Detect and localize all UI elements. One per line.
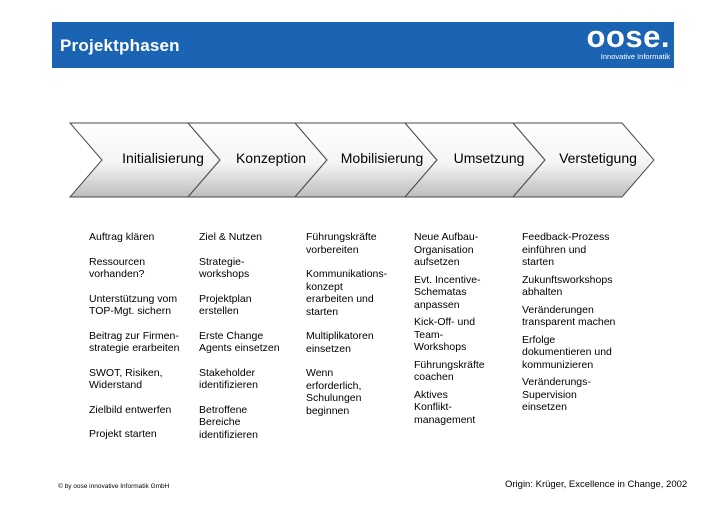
column-initialisierung bbox=[89, 231, 179, 453]
task-item: Projektplan erstellen bbox=[199, 292, 252, 317]
task-item: Betroffene Bereiche identifizieren bbox=[199, 403, 258, 441]
phase-label-umsetzung: Umsetzung bbox=[453, 150, 525, 166]
task-item: Erfolge dokumentieren und kommunizieren bbox=[522, 333, 612, 371]
task-item: Führungskräfte vorbereiten bbox=[306, 231, 377, 256]
task-item: Aktives Konflikt- management bbox=[414, 388, 476, 426]
task-item: Neue Aufbau- Organisation aufsetzen bbox=[414, 231, 479, 268]
source-citation: Origin: Krüger, Excellence in Change, 2002 bbox=[505, 479, 688, 490]
brand-tagline: Innovative Informatik bbox=[600, 52, 670, 61]
task-item: Stakeholder identifizieren bbox=[199, 366, 258, 391]
task-item: Veränderungen transparent machen bbox=[522, 303, 616, 328]
task-item: Führungskräfte coachen bbox=[414, 358, 485, 383]
task-item: Multiplikatoren einsetzen bbox=[306, 330, 374, 355]
task-item: Beitrag zur Firmen- strategie erarbeiten bbox=[89, 329, 180, 354]
task-item: Feedback-Prozess einführen und starten bbox=[522, 231, 610, 268]
task-item: SWOT, Risiken, Widerstand bbox=[89, 366, 163, 391]
phase-label-konzeption: Konzeption bbox=[235, 150, 307, 166]
column-mobilisierung bbox=[306, 231, 387, 429]
page-title: Projektphasen bbox=[60, 36, 180, 55]
task-item: Veränderungs- Supervision einsetzen bbox=[522, 376, 591, 413]
column-verstetigung bbox=[522, 231, 615, 419]
phase-label-verstetigung: Verstetigung bbox=[559, 150, 637, 166]
phase-label-mobilisierung: Mobilisierung bbox=[340, 150, 424, 166]
task-item: Ziel & Nutzen bbox=[199, 231, 263, 243]
task-item: Zielbild entwerfen bbox=[89, 403, 172, 416]
task-item: Strategie- workshops bbox=[199, 255, 250, 280]
task-item: Ressourcen vorhanden? bbox=[89, 255, 146, 280]
task-item: Kick-Off- und Team- Workshops bbox=[414, 316, 476, 353]
phase-label-initialisierung: Initialisierung bbox=[122, 150, 204, 166]
column-konzeption bbox=[199, 231, 280, 453]
task-item: Erste Change Agents einsetzen bbox=[199, 329, 280, 354]
brand-name: oose. bbox=[586, 19, 670, 54]
task-item: Kommunikations- konzept erarbeiten und starten bbox=[306, 268, 388, 318]
task-item: Auftrag klären bbox=[89, 231, 155, 243]
column-umsetzung bbox=[414, 231, 485, 431]
task-item: Evt. Incentive- Schematas anpassen bbox=[414, 273, 481, 311]
task-item: Wenn erforderlich, Schulungen beginnen bbox=[306, 367, 362, 417]
task-item: Projekt starten bbox=[89, 428, 157, 440]
copyright-notice: © by oose innovative Informatik GmbH bbox=[58, 483, 170, 490]
task-item: Zukunftsworkshops abhalten bbox=[522, 273, 613, 298]
task-item: Unterstützung vom TOP-Mgt. sichern bbox=[89, 292, 178, 317]
